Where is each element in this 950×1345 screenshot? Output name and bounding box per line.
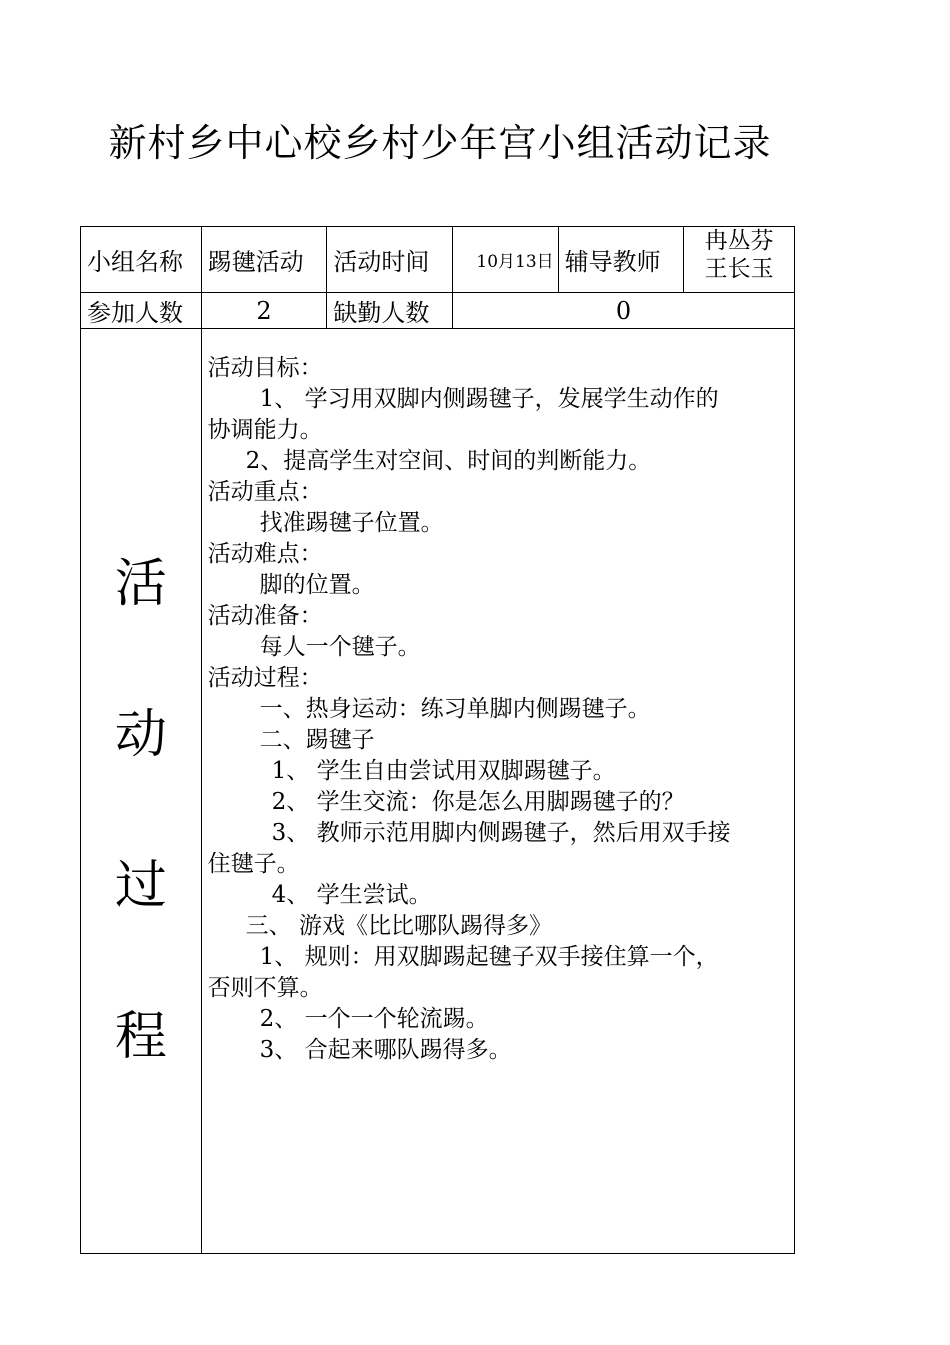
side-char: 程 [114, 1007, 167, 1067]
activity-time-label: 活动时间 [327, 227, 453, 293]
content-line: 二、踢毽子 [259, 727, 375, 753]
participant-count-label: 参加人数 [81, 293, 202, 329]
content-line: 2、 学生交流：你是怎么用脚踢毽子的？ [271, 789, 685, 815]
content-line: 活动目标： [207, 355, 323, 381]
absent-count-value: 0 [453, 293, 795, 329]
content-line: 3、 合起来哪队踢得多。 [259, 1037, 512, 1063]
attendance-row [81, 293, 795, 329]
activity-time-value: 10月13日 [453, 227, 559, 293]
header-row [81, 227, 795, 293]
content-line: 找准踢毽子位置。 [259, 510, 444, 536]
content-line: 三、 游戏《比比哪队踢得多》 [245, 913, 552, 939]
content-line: 脚的位置。 [259, 572, 375, 598]
content-line: 活动重点： [207, 479, 323, 505]
side-char: 活 [114, 554, 167, 614]
process-side-label [81, 329, 202, 1254]
content-line: 住毽子。 [207, 851, 300, 877]
side-char: 过 [114, 856, 167, 916]
teacher-name: 王长玉 [704, 256, 774, 282]
teacher-name: 冉丛芬 [704, 228, 774, 254]
content-line: 协调能力。 [207, 417, 323, 443]
content-line: 3、 教师示范用脚内侧踢毽子，然后用双手接 [271, 820, 731, 846]
content-line: 1、 学习用双脚内侧踢毽子，发展学生动作的 [259, 386, 719, 412]
content-line: 4、 学生尝试。 [271, 882, 432, 908]
activity-record-table [80, 226, 795, 1254]
group-name-value: 踢毽活动 [201, 227, 327, 293]
content-line: 活动难点： [207, 541, 323, 567]
content-line: 否则不算。 [207, 975, 323, 1001]
content-line: 一、热身运动：练习单脚内侧踢毽子。 [259, 696, 651, 722]
teacher-label: 辅导教师 [558, 227, 684, 293]
content-line: 1、 学生自由尝试用双脚踢毽子。 [271, 758, 616, 784]
content-line: 活动准备： [207, 603, 323, 629]
side-char: 动 [114, 705, 167, 765]
content-line: 2、提高学生对空间、时间的判断能力。 [245, 448, 652, 474]
page-title: 新村乡中心校乡村少年宫小组活动记录 [108, 121, 772, 165]
process-row [81, 329, 795, 1254]
process-content [201, 329, 794, 1254]
content-line: 1、 规则：用双脚踢起毽子双手接住算一个， [259, 944, 719, 970]
group-name-label: 小组名称 [81, 227, 202, 293]
content-line: 每人一个毽子。 [259, 634, 421, 660]
content-line: 2、 一个一个轮流踢。 [259, 1006, 489, 1032]
content-line: 活动过程： [207, 665, 323, 691]
teacher-names [684, 227, 795, 293]
absent-count-label: 缺勤人数 [327, 293, 453, 329]
participant-count-value: 2 [201, 293, 327, 329]
